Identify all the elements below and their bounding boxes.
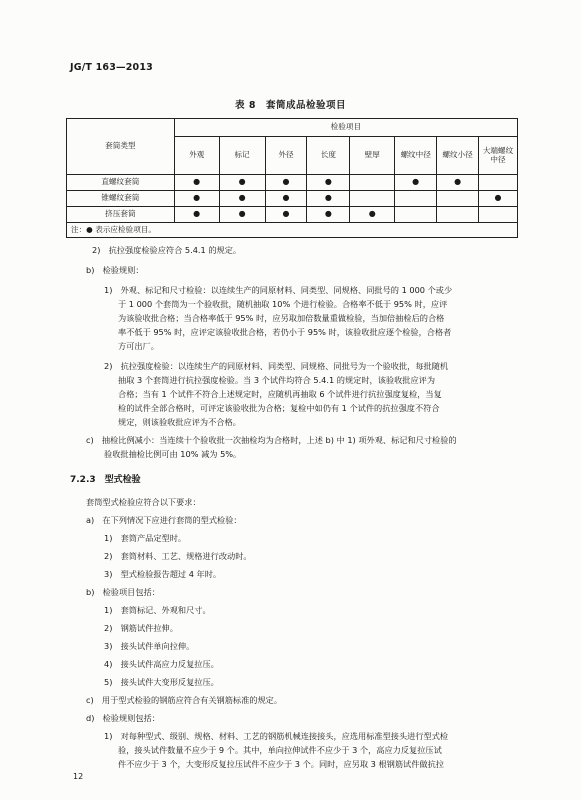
table-title: 表 8 套筒成品检验项目	[235, 100, 346, 111]
body-line: 为该验收批合格；当合格率低于 95% 时，应另取加倍数量重做检验，当加倍抽检后的合格	[118, 313, 445, 323]
body-line: 于 1 000 个套筒为一个验收批，随机抽取 10% 个进行检验。合格率不低于 95% 时，应评	[118, 299, 448, 309]
column-header: 螺纹中径	[395, 137, 437, 175]
check-mark: ●	[479, 191, 518, 207]
column-header: 大端螺纹中径	[479, 137, 518, 175]
body-line: 5) 接头试件大变形反复拉压。	[104, 677, 219, 687]
check-mark: ●	[174, 191, 219, 207]
body-line: c) 用于型式检验的钢筋应符合有关钢筋标准的规定。	[86, 695, 283, 705]
sleeve-type-cell: 直螺纹套筒	[67, 175, 175, 191]
body-line: 率不低于 95% 时，应评定该验收批合格，若仍小于 95% 时，该验收批应逐个检验，合格者	[118, 327, 452, 337]
table-row	[67, 175, 518, 191]
check-mark	[350, 191, 395, 207]
check-mark: ●	[307, 207, 350, 223]
body-line: 4) 接头试件高应力反复拉压。	[104, 659, 219, 669]
body-line: 验收批抽检比例可由 10% 减为 5%。	[104, 449, 242, 459]
body-line: 3) 接头试件单向拉伸。	[104, 641, 195, 651]
check-mark: ●	[307, 191, 350, 207]
body-line: 1) 外观、标记和尺寸检验：以连续生产的同原材料、同类型、同规格、同批号的 1 000 个或少	[104, 285, 453, 295]
check-mark: ●	[174, 207, 219, 223]
check-mark: ●	[395, 175, 437, 191]
body-line: 检的试件全部合格时，可评定该验收批为合格；复检中如仍有 1 个试件的抗拉强度不符合	[118, 403, 440, 413]
body-line: 1) 套筒标记、外观和尺寸。	[104, 605, 211, 615]
section-heading: 7.2.3 型式检验	[70, 475, 141, 485]
check-mark: ●	[307, 175, 350, 191]
check-mark: ●	[219, 191, 265, 207]
body-line: 3) 型式检验报告超过 4 年时。	[104, 569, 222, 579]
body-line: 1) 套筒产品定型时。	[104, 533, 187, 543]
check-mark	[395, 191, 437, 207]
column-header: 长度	[307, 137, 350, 175]
sleeve-type-cell: 挤压套筒	[67, 207, 175, 223]
body-line: 抽取 3 个套筒进行抗拉强度检验。当 3 个试件均符合 5.4.1 的规定时，该验收批应评为	[118, 375, 436, 385]
column-header: 壁厚	[350, 137, 395, 175]
check-mark: ●	[219, 175, 265, 191]
check-mark: ●	[219, 207, 265, 223]
body-line: 2) 套筒材料、工艺、规格进行改动时。	[104, 551, 252, 561]
check-mark: ●	[265, 207, 307, 223]
inspection-items-table	[66, 118, 518, 238]
body-line: b) 检验项目包括：	[86, 587, 160, 597]
check-mark	[437, 191, 479, 207]
check-mark	[437, 207, 479, 223]
row-header-cell: 套筒类型	[67, 119, 175, 175]
column-header: 外径	[265, 137, 307, 175]
check-mark	[479, 207, 518, 223]
body-line: 规定，则该验收批应评为不合格。	[118, 417, 241, 427]
column-header: 螺纹小径	[437, 137, 479, 175]
standard-code: JG/T 163—2013	[70, 62, 153, 73]
body-line: b) 检验规则：	[86, 265, 144, 275]
check-mark	[350, 175, 395, 191]
body-line: c) 抽检比例减小：当连续十个验收批一次抽检均为合格时，上述 b) 中 1) 项外观、标记和尺寸检验的	[86, 435, 457, 445]
body-line: 2) 钢筋试件拉伸。	[104, 623, 178, 633]
group-header-cell: 检验项目	[174, 119, 517, 137]
body-line: 2) 抗拉强度检验应符合 5.4.1 的规定。	[92, 245, 242, 255]
check-mark: ●	[437, 175, 479, 191]
body-line: 方可出厂。	[118, 341, 159, 351]
body-line: 1) 对每种型式、级别、规格、材料、工艺的钢筋机械连接接头，应选用标准型接头进行型式检	[104, 731, 449, 741]
body-line: d) 检验规则包括：	[86, 713, 160, 723]
check-mark: ●	[265, 191, 307, 207]
body-line: 件不应少于 3 个，大变形反复拉压试件不应少于 3 个。同时，应另取 3 根钢筋试件做抗拉	[118, 759, 444, 769]
body-line: a) 在下列情况下应进行套筒的型式检验：	[86, 515, 242, 525]
body-line: 验，接头试件数量不应少于 9 个。其中，单向拉伸试件不应少于 3 个，高应力反复拉压试	[118, 745, 442, 755]
column-header: 外观	[174, 137, 219, 175]
body-line: 合格；当有 1 个试件不符合上述规定时，应随机再抽取 6 个试件进行抗拉强度复检，当复	[118, 389, 442, 399]
body-line: 2) 抗拉强度检验：以连续生产的同原材料、同类型、同规格、同批号为一个验收批，每批随机	[104, 361, 449, 371]
check-mark: ●	[265, 175, 307, 191]
body-line: 套筒型式检验应符合以下要求：	[86, 497, 201, 507]
check-mark: ●	[350, 207, 395, 223]
table-row	[67, 207, 518, 223]
sleeve-type-cell: 锥螺纹套筒	[67, 191, 175, 207]
check-mark	[479, 175, 518, 191]
check-mark	[395, 207, 437, 223]
check-mark: ●	[174, 175, 219, 191]
table-note: 注：● 表示应检验项目。	[67, 223, 518, 238]
page-number: 12	[73, 772, 84, 781]
table-row	[67, 191, 518, 207]
column-header: 标记	[219, 137, 265, 175]
